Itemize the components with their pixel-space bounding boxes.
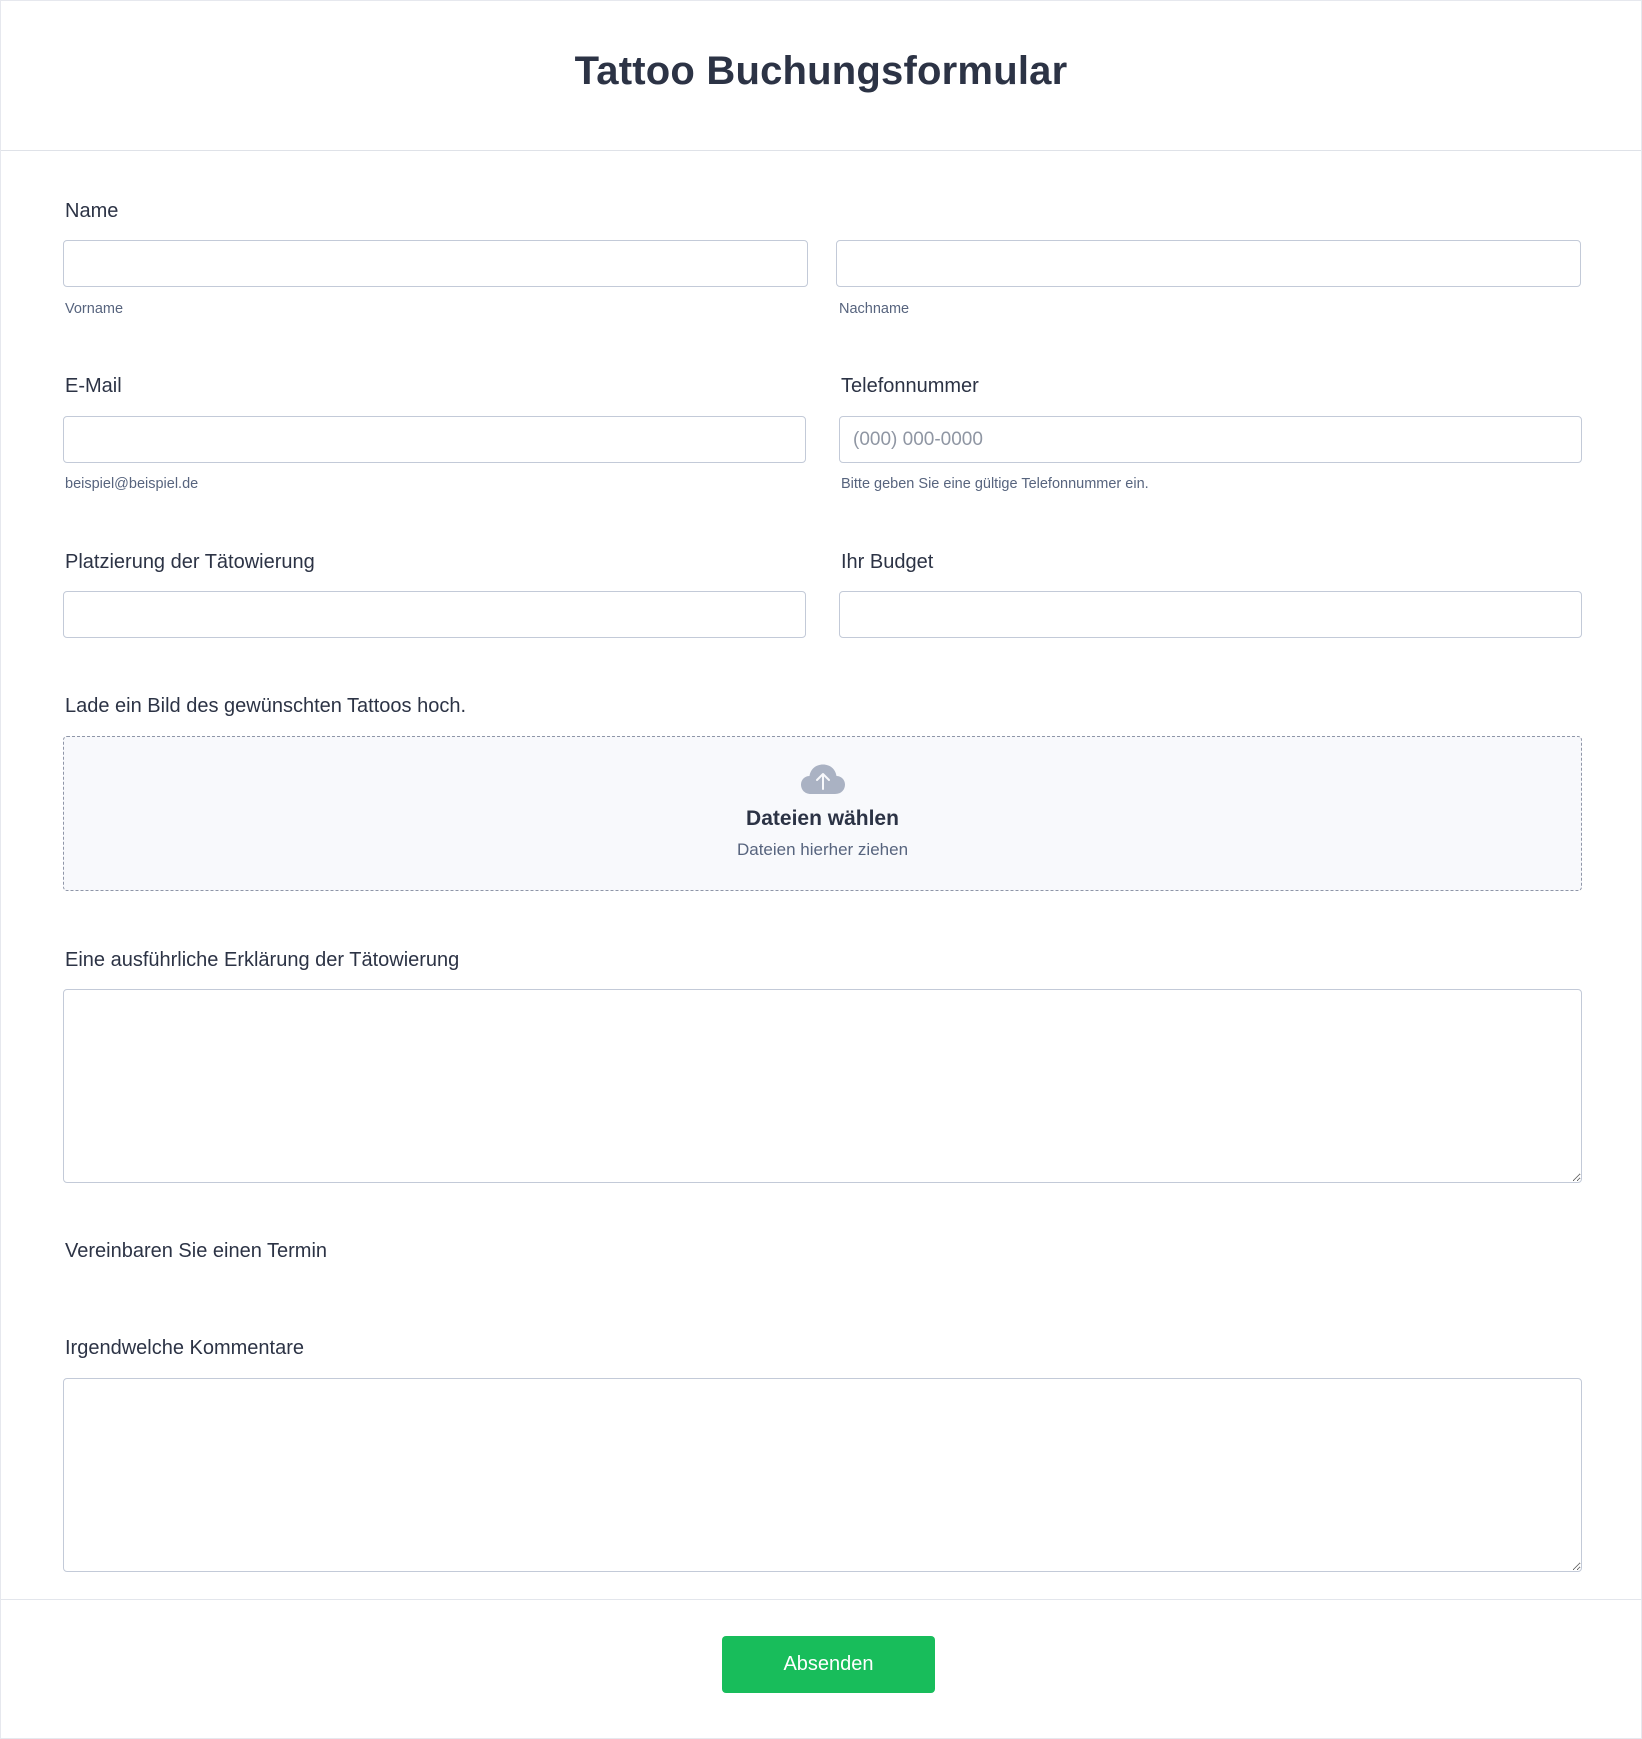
email-sublabel: beispiel@beispiel.de (65, 476, 199, 492)
phone-label: Telefonnummer (841, 375, 979, 397)
drag-files-hint: Dateien hierher ziehen (736, 840, 909, 859)
form-header (1, 1, 1641, 151)
email-label: E-Mail (65, 375, 122, 397)
comments-textarea[interactable] (63, 1378, 1582, 1572)
last-name-sublabel: Nachname (839, 301, 910, 317)
appointment-label: Vereinbaren Sie einen Termin (65, 1240, 328, 1262)
description-label: Eine ausführliche Erklärung der Tätowierung (65, 949, 460, 971)
first-name-sublabel: Vorname (65, 301, 124, 317)
email-input[interactable] (63, 416, 806, 463)
description-textarea[interactable] (63, 989, 1582, 1183)
comments-label: Irgendwelche Kommentare (65, 1337, 305, 1359)
name-label: Name (65, 200, 119, 222)
file-upload-dropzone[interactable] (63, 736, 1582, 891)
submit-button[interactable]: Absenden (722, 1636, 935, 1693)
placement-label: Platzierung der Tätowierung (65, 551, 315, 573)
phone-input[interactable] (839, 416, 1582, 463)
choose-files-label[interactable]: Dateien wählen (746, 807, 899, 830)
budget-input[interactable] (839, 591, 1582, 638)
cloud-upload-icon (800, 763, 846, 797)
last-name-input[interactable] (836, 240, 1581, 287)
phone-sublabel: Bitte geben Sie eine gültige Telefonnummer ein. (841, 476, 1149, 492)
placement-input[interactable] (63, 591, 806, 638)
budget-label: Ihr Budget (841, 551, 934, 573)
first-name-input[interactable] (63, 240, 808, 287)
form-title: Tattoo Buchungsformular (574, 49, 1068, 93)
footer-divider (1, 1599, 1642, 1600)
upload-label: Lade ein Bild des gewünschten Tattoos hoch. (65, 695, 467, 717)
